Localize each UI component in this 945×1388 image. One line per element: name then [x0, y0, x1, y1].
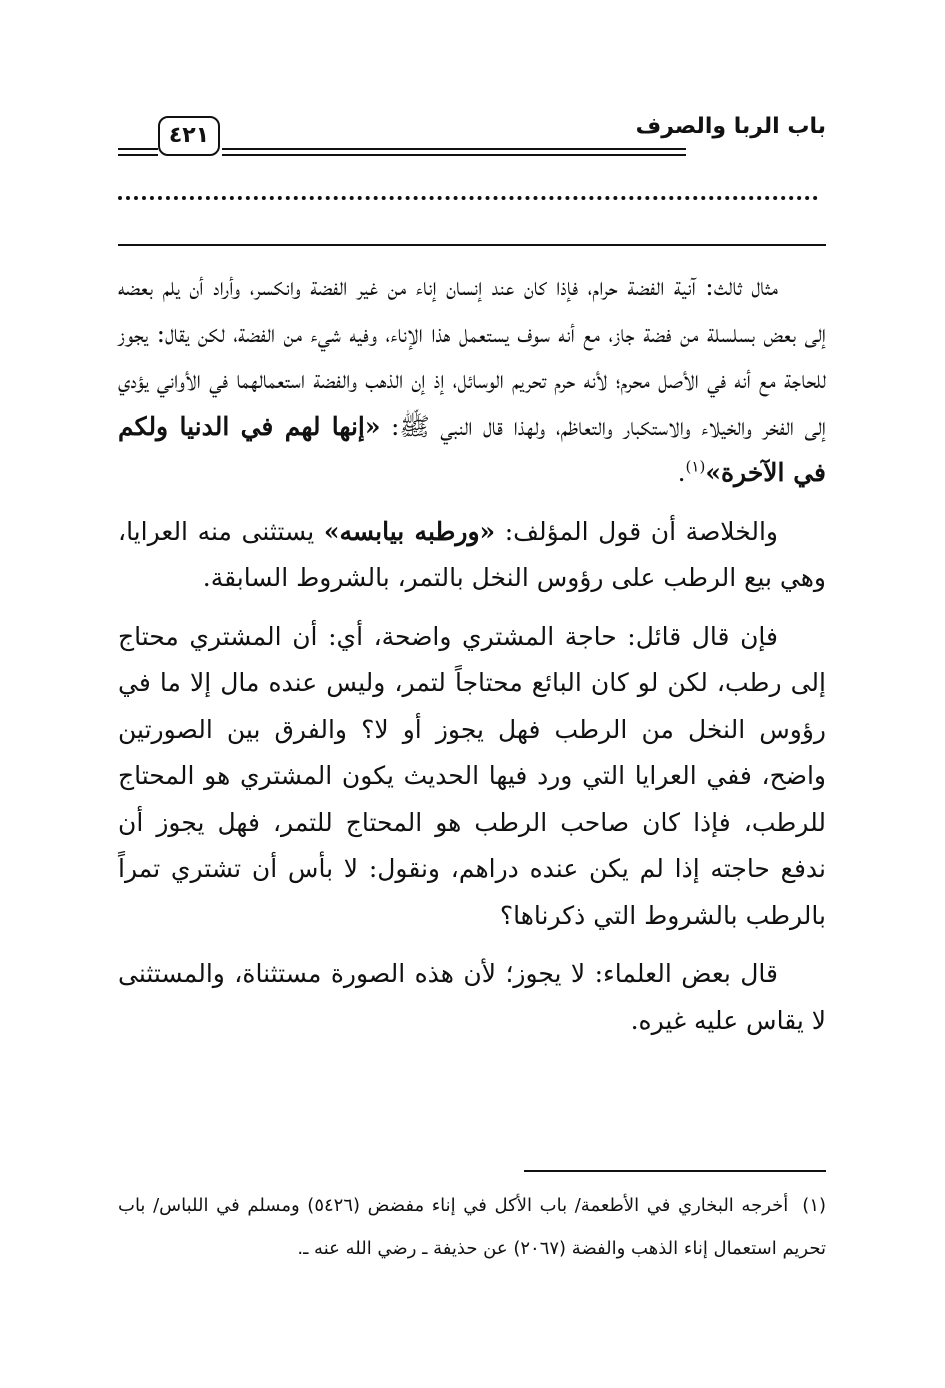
paragraph: قال بعض العلماء: لا يجوز؛ لأن هذه الصورة مستثناة، والمستثنى لا يقاس عليه غيره. [118, 959, 826, 1035]
footnote [118, 1184, 826, 1270]
footnote-number: (١) [802, 1195, 827, 1216]
page-header [118, 112, 826, 160]
header-rule [118, 154, 158, 156]
paragraph [118, 264, 826, 497]
paragraph-text: يستثنى منه العرايا، وهي بيع الرطب على رؤوس النخل بالتمر، بالشروط السابقة. [118, 516, 826, 592]
page-number: ٤٢١ [158, 116, 220, 156]
paragraph: فإن قال قائل: حاجة المشتري واضحة، أي: أن المشتري محتاج إلى رطب، لكن لو كان البائع محتاجاً لتمر، وليس عنده مال إلا ما في رؤوس النخل من الرطب فهل يجوز أو لا؟ والفرق بين الصورتين واضح، ففي العرايا التي ورد فيها الحديث يكون المشتري هو المحتاج للرطب، فإذا كان صاحب الرطب هو المحتاج للتمر، فهل يجوز أن ندفع حاجته إذا لم يكن عنده دراهم، ونقول: لا بأس أن تشتري تمراً بالرطب بالشروط التي ذكرناها؟ [118, 621, 826, 930]
paragraph-end: . [677, 458, 686, 487]
footnote-divider [524, 1170, 826, 1172]
chapter-title: باب الربا والصرف [635, 114, 826, 139]
divider [118, 244, 826, 246]
footnote-text: أخرجه البخاري في الأطعمة/ باب الأكل في إناء مفضض (٥٤٢٦) ومسلم في اللباس/ باب تحريم استعمال إناء الذهب والفضة (٢٠٦٧) عن حذيفة ـ رضي الله عنه ـ. [118, 1195, 826, 1259]
paragraph-text: والخلاصة أن قول المؤلف: [495, 516, 778, 546]
main-text [118, 264, 826, 1056]
paragraph-text: مثال ثالث: آنية الفضة حرام، فإذا كان عند إنسان إناء من غير الفضة وانكسر، وأراد أن يلم بعضه إلى بعض بسلسلة من فضة جاز، مع أنه سوف يستعمل هذا الإناء، وفيه شيء من الفضة، لكن يقال: يجوز للحاجة مع أنه في الأصل محرم؛ لأنه حرم تحريم الوسائل، إذ إن الذهب والفضة استعمالهما في الأواني يؤدي إلى الفخر والخيلاء والاستكبار والتعاظم، ولهذا قال النبي ﷺ: [118, 272, 826, 441]
paragraph [118, 509, 826, 602]
footnote-ref[interactable]: (١) [685, 457, 706, 476]
header-rule [118, 148, 158, 150]
header-rule [222, 154, 686, 156]
author-quote: «ورطبه بيابسه» [323, 516, 496, 546]
dotted-separator [118, 196, 818, 220]
hadith-quote: «إنها لهم في الدنيا ولكم في الآخرة» [118, 411, 826, 487]
header-rule [222, 148, 686, 150]
